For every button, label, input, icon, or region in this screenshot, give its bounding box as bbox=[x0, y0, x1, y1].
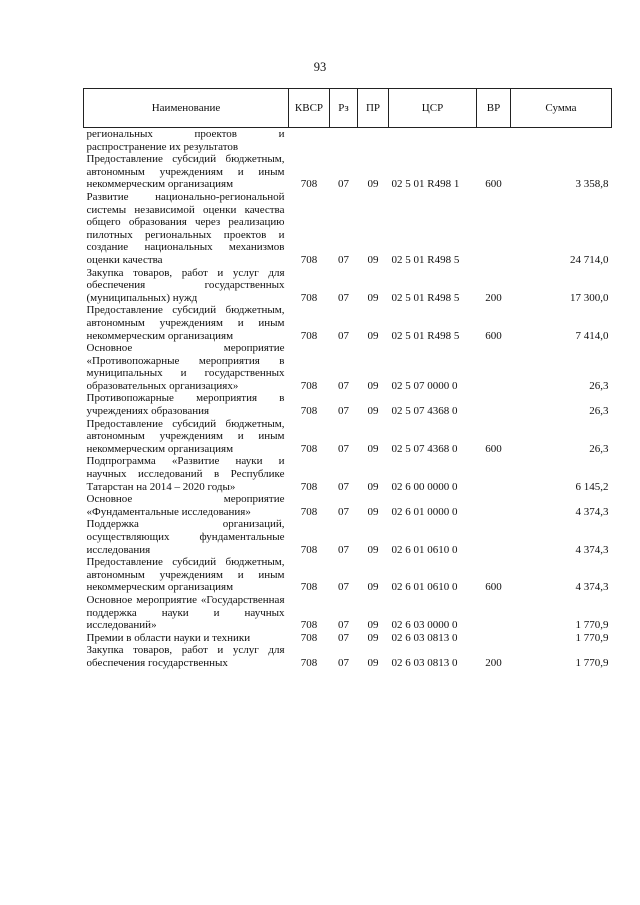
budget-table bbox=[83, 88, 612, 670]
cell-pr: 09 bbox=[367, 631, 379, 644]
table-row bbox=[84, 392, 612, 417]
cell-kvsr: 708 bbox=[300, 505, 318, 518]
cell-rz: 07 bbox=[338, 291, 349, 304]
cell-vr bbox=[477, 594, 511, 632]
table-body bbox=[84, 128, 612, 670]
cell-sum: 4 374,3 bbox=[575, 581, 609, 594]
table-row bbox=[84, 267, 612, 305]
cell-pr: 09 bbox=[367, 581, 379, 594]
cell-kvsr: 708 bbox=[300, 480, 318, 493]
table-row bbox=[84, 191, 612, 267]
cell-sum: 6 145,2 bbox=[575, 480, 609, 493]
cell-sum: 1 770,9 bbox=[575, 631, 609, 644]
cell-sum: 4 374,3 bbox=[575, 543, 609, 556]
cell-csr: 02 6 01 0000 0 bbox=[391, 505, 458, 518]
cell-csr: 02 5 07 4368 0 bbox=[391, 405, 458, 418]
cell-rz bbox=[330, 128, 358, 154]
table-row bbox=[84, 455, 612, 493]
cell-rz: 07 bbox=[338, 505, 349, 518]
cell-kvsr: 708 bbox=[300, 656, 318, 669]
cell-csr: 02 5 01 R498 5 bbox=[391, 253, 460, 266]
column-header-kvsr: КВСР bbox=[289, 89, 330, 128]
cell-vr bbox=[477, 392, 511, 417]
cell-pr: 09 bbox=[367, 505, 379, 518]
column-header-rz: Рз bbox=[330, 89, 358, 128]
cell-csr: 02 6 03 0813 0 bbox=[391, 656, 458, 669]
cell-vr bbox=[477, 128, 511, 154]
table-row bbox=[84, 632, 612, 645]
cell-rz: 07 bbox=[338, 442, 349, 455]
cell-pr: 09 bbox=[367, 543, 379, 556]
cell-name: Премии в области науки и техники bbox=[86, 631, 251, 644]
cell-sum bbox=[511, 128, 612, 154]
cell-csr: 02 6 01 0610 0 bbox=[391, 581, 458, 594]
cell-csr: 02 6 01 0610 0 bbox=[391, 543, 458, 556]
cell-vr: 200 bbox=[485, 656, 502, 669]
cell-sum: 17 300,0 bbox=[570, 291, 609, 304]
cell-rz: 07 bbox=[338, 178, 349, 191]
cell-csr: 02 6 03 0813 0 bbox=[391, 631, 458, 644]
cell-rz: 07 bbox=[338, 656, 349, 669]
cell-sum: 4 374,3 bbox=[575, 505, 609, 518]
cell-pr: 09 bbox=[367, 656, 379, 669]
cell-pr: 09 bbox=[367, 178, 379, 191]
cell-sum: 26,3 bbox=[589, 379, 609, 392]
table-row bbox=[84, 128, 612, 154]
table-row bbox=[84, 556, 612, 594]
cell-vr bbox=[477, 342, 511, 392]
cell-rz: 07 bbox=[338, 480, 349, 493]
cell-pr: 09 bbox=[367, 619, 379, 632]
table-header bbox=[84, 89, 612, 128]
cell-vr: 600 bbox=[485, 581, 502, 594]
cell-kvsr: 708 bbox=[300, 619, 318, 632]
cell-rz: 07 bbox=[338, 329, 349, 342]
table-row bbox=[84, 594, 612, 632]
cell-pr: 09 bbox=[367, 379, 379, 392]
cell-rz: 07 bbox=[338, 405, 349, 418]
table-row bbox=[84, 342, 612, 392]
cell-name: Предоставление субсидий бюджетным, автономным учреждениям и иным некоммерческим организациям bbox=[86, 304, 285, 342]
cell-csr: 02 5 07 0000 0 bbox=[391, 379, 458, 392]
cell-rz: 07 bbox=[338, 619, 349, 632]
page-number: 93 bbox=[313, 60, 327, 74]
cell-pr: 09 bbox=[367, 329, 379, 342]
cell-name: Развитие национально-региональной системы независимой оценки качества общего образования через реализацию пилотных региональных проектов и создание национальных механизмов оценки качества bbox=[86, 190, 285, 266]
cell-sum: 26,3 bbox=[589, 442, 609, 455]
cell-vr: 600 bbox=[485, 178, 502, 191]
cell-csr: 02 6 03 0000 0 bbox=[391, 619, 458, 632]
cell-name: Основное мероприятие «Фундаментальные исследования» bbox=[86, 493, 285, 518]
cell-csr: 02 5 01 R498 5 bbox=[391, 329, 460, 342]
table-row bbox=[84, 418, 612, 456]
cell-rz: 07 bbox=[338, 379, 349, 392]
cell-pr: 09 bbox=[367, 405, 379, 418]
cell-pr: 09 bbox=[367, 480, 379, 493]
cell-name: Основное мероприятие «Государственная поддержка науки и научных исследований» bbox=[86, 593, 285, 632]
table-row bbox=[84, 518, 612, 556]
cell-kvsr bbox=[289, 128, 330, 154]
cell-vr bbox=[477, 191, 511, 267]
cell-kvsr: 708 bbox=[300, 405, 318, 418]
cell-kvsr: 708 bbox=[300, 291, 318, 304]
cell-kvsr: 708 bbox=[300, 543, 318, 556]
column-header-name: Наименование bbox=[84, 89, 289, 128]
column-header-csr: ЦСР bbox=[389, 89, 477, 128]
cell-pr: 09 bbox=[367, 291, 379, 304]
cell-kvsr: 708 bbox=[300, 442, 318, 455]
cell-rz: 07 bbox=[338, 631, 349, 644]
cell-sum: 26,3 bbox=[589, 405, 609, 418]
cell-kvsr: 708 bbox=[300, 379, 318, 392]
cell-vr bbox=[477, 455, 511, 493]
cell-kvsr: 708 bbox=[300, 253, 318, 266]
cell-csr: 02 6 00 0000 0 bbox=[391, 480, 458, 493]
table-row bbox=[84, 644, 612, 669]
cell-csr bbox=[389, 128, 477, 154]
cell-kvsr: 708 bbox=[300, 178, 318, 191]
cell-kvsr: 708 bbox=[300, 631, 318, 644]
cell-vr bbox=[477, 518, 511, 556]
cell-name: Закупка товаров, работ и услуг для обеспечения государственных bbox=[86, 644, 285, 669]
cell-pr: 09 bbox=[367, 253, 379, 266]
cell-vr bbox=[477, 493, 511, 518]
cell-name: Противопожарные мероприятия в учреждениях образования bbox=[86, 392, 285, 418]
cell-name: Предоставление субсидий бюджетным, автономным учреждениям и иным некоммерческим организациям bbox=[86, 556, 285, 594]
cell-rz: 07 bbox=[338, 543, 349, 556]
cell-rz: 07 bbox=[338, 253, 349, 266]
cell-vr: 200 bbox=[485, 291, 502, 304]
cell-sum: 7 414,0 bbox=[575, 329, 609, 342]
cell-sum: 24 714,0 bbox=[570, 253, 609, 266]
cell-vr: 600 bbox=[485, 442, 502, 455]
table-row bbox=[84, 493, 612, 518]
cell-name: Основное мероприятие «Противопожарные мероприятия в муниципальных и государственных образовательных организациях» bbox=[86, 342, 285, 392]
cell-csr: 02 5 07 4368 0 bbox=[391, 442, 458, 455]
column-header-vr: ВР bbox=[477, 89, 511, 128]
cell-sum: 1 770,9 bbox=[575, 656, 609, 669]
cell-name: региональных проектов и распространение их результатов bbox=[86, 128, 285, 153]
cell-sum: 3 358,8 bbox=[575, 178, 609, 191]
cell-pr bbox=[358, 128, 389, 154]
cell-csr: 02 5 01 R498 5 bbox=[391, 291, 460, 304]
cell-csr: 02 5 01 R498 1 bbox=[391, 178, 460, 191]
cell-kvsr: 708 bbox=[300, 329, 318, 342]
cell-sum: 1 770,9 bbox=[575, 619, 609, 632]
cell-name: Закупка товаров, работ и услуг для обеспечения государственных (муниципальных) нужд bbox=[86, 266, 285, 304]
cell-kvsr: 708 bbox=[300, 581, 318, 594]
cell-name: Подпрограмма «Развитие науки и научных исследований в Республике Татарстан на 2014 – 2020 годы» bbox=[86, 455, 285, 493]
cell-vr: 600 bbox=[485, 329, 502, 342]
column-header-sum: Сумма bbox=[511, 89, 612, 128]
table-row bbox=[84, 304, 612, 342]
cell-vr bbox=[477, 632, 511, 645]
table-row bbox=[84, 153, 612, 191]
cell-pr: 09 bbox=[367, 442, 379, 455]
cell-name: Предоставление субсидий бюджетным, автономным учреждениям и иным некоммерческим организациям bbox=[86, 417, 285, 455]
cell-name: Поддержка организаций, осуществляющих фундаментальные исследования bbox=[86, 518, 285, 556]
cell-name: Предоставление субсидий бюджетным, автономным учреждениям и иным некоммерческим организациям bbox=[86, 153, 285, 191]
cell-rz: 07 bbox=[338, 581, 349, 594]
column-header-pr: ПР bbox=[358, 89, 389, 128]
